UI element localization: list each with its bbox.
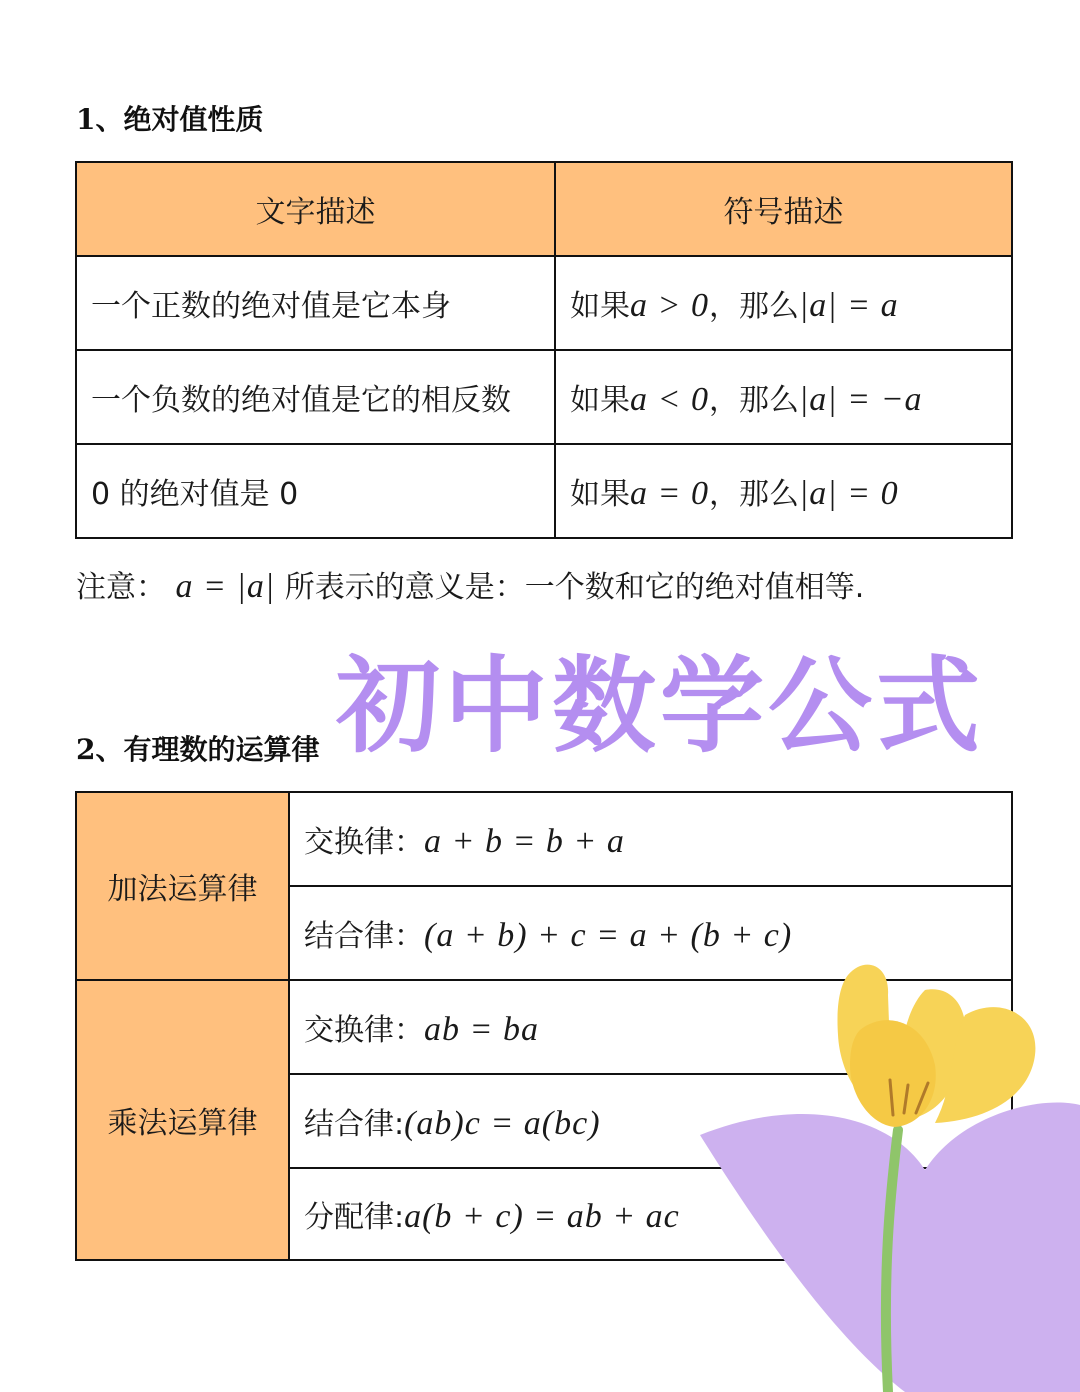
rule-label: 交换律： <box>304 825 424 860</box>
table-row <box>76 350 1012 444</box>
group-multiplication-laws: 乘法运算律 <box>76 980 289 1260</box>
note-label: 注意： <box>76 570 166 605</box>
row-connector: ，那么 <box>708 477 799 512</box>
row-condition: a > 0 <box>630 287 709 324</box>
row-result: |a| = −a <box>798 381 923 418</box>
row-condition: a < 0 <box>630 381 709 418</box>
note-paragraph <box>76 562 864 606</box>
table-row <box>76 792 1012 886</box>
row-result: |a| = a <box>798 287 899 324</box>
section-1-title: 1、绝对值性质 <box>76 103 264 136</box>
rule-cell <box>289 792 1012 886</box>
header-symbol-description: 符号描述 <box>555 162 1012 256</box>
tulip-flower-icon <box>690 955 1080 1392</box>
table-row <box>76 444 1012 538</box>
rule-formula: a + b = b + a <box>424 823 625 860</box>
row-text-description: 0 的绝对值是 0 <box>76 444 555 538</box>
note-formula: a = |a| <box>175 568 276 605</box>
row-text-description: 一个负数的绝对值是它的相反数 <box>76 350 555 444</box>
row-condition: a = 0 <box>630 475 709 512</box>
rule-formula: ab = ba <box>424 1011 539 1048</box>
group-addition-laws: 加法运算律 <box>76 792 289 980</box>
row-prefix: 如果 <box>570 289 630 324</box>
row-prefix: 如果 <box>570 383 630 418</box>
header-text-description: 文字描述 <box>76 162 555 256</box>
note-text: 所表示的意义是：一个数和它的绝对值相等. <box>284 570 865 605</box>
rule-label: 结合律: <box>304 1107 405 1142</box>
row-symbol-description <box>555 256 1012 350</box>
rule-label: 分配律: <box>304 1200 405 1235</box>
watermark-title: 初中数学公式 <box>336 645 985 767</box>
row-connector: ，那么 <box>708 289 799 324</box>
row-prefix: 如果 <box>570 477 630 512</box>
rule-label: 交换律： <box>304 1013 424 1048</box>
rule-formula: (a + b) + c = a + (b + c) <box>424 917 793 954</box>
absolute-value-table <box>75 161 1013 539</box>
rule-formula: (ab)c = a(bc) <box>404 1105 601 1142</box>
row-result: |a| = 0 <box>798 475 899 512</box>
table-row <box>76 256 1012 350</box>
section-2-title: 2、有理数的运算律 <box>76 733 320 766</box>
row-text-description: 一个正数的绝对值是它本身 <box>76 256 555 350</box>
rule-formula: a(b + c) = ab + ac <box>404 1198 680 1235</box>
row-connector: ，那么 <box>708 383 799 418</box>
row-symbol-description <box>555 444 1012 538</box>
table-header-row <box>76 162 1012 256</box>
row-symbol-description <box>555 350 1012 444</box>
rule-label: 结合律： <box>304 919 424 954</box>
